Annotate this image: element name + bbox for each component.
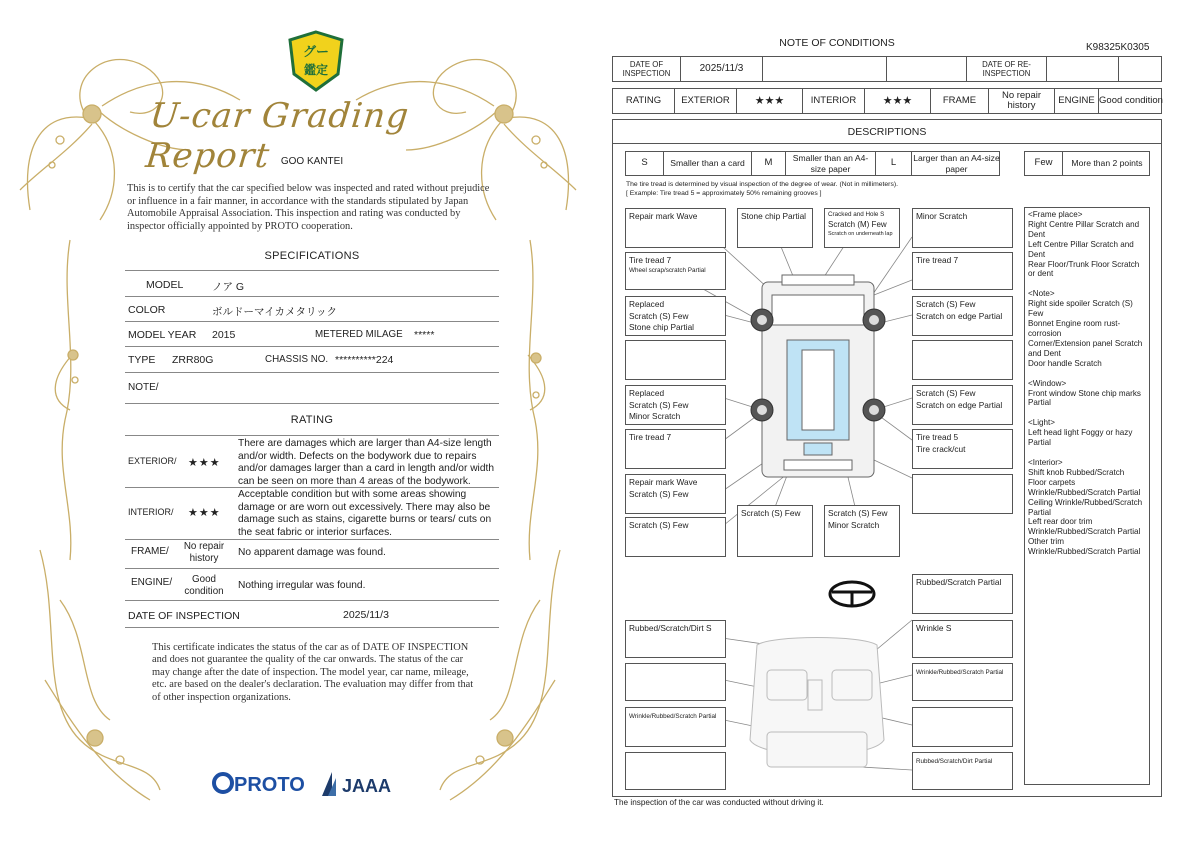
legend-few-desc: More than 2 points bbox=[1071, 158, 1143, 169]
note-rear-floor: Rubbed/Scratch/Dirt Partial bbox=[912, 752, 1013, 790]
engine-label: ENGINE bbox=[1055, 89, 1099, 113]
note-right-front-fender: Scratch (S) Few Scratch on edge Partial bbox=[912, 296, 1013, 336]
engine-description: Nothing irregular was found. bbox=[238, 580, 366, 591]
model-value: ノア G bbox=[212, 281, 245, 293]
note-left-front-fender: Replaced Scratch (S) Few Stone chip Partial bbox=[625, 296, 726, 336]
rating-row bbox=[612, 88, 1162, 114]
side-note-line: <Interior> bbox=[1028, 458, 1063, 468]
date-label: DATE OF INSPECTION bbox=[613, 57, 681, 81]
side-note-line: Left head light Foggy or hazy Partial bbox=[1028, 428, 1133, 448]
note-ceiling: Rubbed/Scratch/Dirt S bbox=[625, 620, 726, 658]
side-notes-list bbox=[1024, 207, 1150, 785]
interior-description: Acceptable condition but with some areas showing damage or are worn out excessively. There may also be damage such as stains, cigarette burns or tears/ cuts on the seat fabric or interior surfaces. bbox=[238, 489, 492, 538]
legend-l: L bbox=[876, 152, 912, 175]
note-front-right: Minor Scratch bbox=[912, 208, 1013, 248]
svg-text:JAAA: JAAA bbox=[342, 776, 392, 796]
note-front-right-tire: Tire tread 7 bbox=[912, 252, 1013, 290]
side-note-line: Rear Floor/Trunk Floor Scratch or dent bbox=[1028, 259, 1140, 279]
specifications-heading: SPECIFICATIONS bbox=[264, 250, 360, 262]
note-rear-floor-empty bbox=[625, 752, 726, 790]
exterior-description: There are damages which are larger than A4-size length and/or width. Defects on the bodywork due to repairs and/or damages larger than a card in length and/or width can be seen on more than 4 areas of the bodywork. bbox=[238, 438, 494, 487]
model-year-value: 2015 bbox=[212, 329, 236, 341]
note-left-rear-door: Replaced Scratch (S) Few Minor Scratch bbox=[625, 385, 726, 425]
side-note-gap bbox=[1028, 369, 1146, 379]
side-note-line: Shift knob Rubbed/Scratch bbox=[1028, 467, 1125, 477]
note-left-quarter: Repair mark Wave Scratch (S) Few bbox=[625, 474, 726, 514]
legend-m-desc: Smaller than an A4-size paper bbox=[786, 152, 876, 175]
inspection-date-label: DATE OF INSPECTION bbox=[128, 610, 240, 622]
legend-m: M bbox=[752, 152, 786, 175]
model-label: MODEL bbox=[146, 279, 184, 291]
frame-description: No apparent damage was found. bbox=[238, 547, 386, 558]
note-center-console: Wrinkle/Rubbed/Scratch Partial bbox=[912, 663, 1013, 701]
exterior-label: EXTERIOR bbox=[675, 89, 737, 113]
certification-statement: This is to certify that the car specified below was inspected and rated without prejudice or influence in a fair manner, in accordance with the standards stipulated by Japan Automobile Appraisal Association. This inspection and rating was conducted by inspector officially appointed by PROTO cooperation. bbox=[127, 183, 490, 232]
side-note-line: <Light> bbox=[1028, 418, 1056, 428]
side-note-line: <Frame place> bbox=[1028, 210, 1083, 219]
note-rear-left: Scratch (S) Few bbox=[625, 517, 726, 557]
frame-value: No repair history bbox=[989, 89, 1055, 113]
note-front-center: Cracked and Hole S Scratch (M) Few Scratch on underneath lap bbox=[824, 208, 900, 248]
engine-label: ENGINE/ bbox=[131, 577, 173, 588]
frame-value: No repair history bbox=[183, 541, 225, 564]
exterior-stars: ★★★ bbox=[188, 457, 221, 469]
conditions-title: NOTE OF CONDITIONS bbox=[779, 37, 895, 49]
report-subtitle: GOO KANTEI bbox=[280, 156, 344, 167]
side-note-gap bbox=[1028, 279, 1146, 289]
note-right-front-seat: Wrinkle S bbox=[912, 620, 1013, 658]
reference-number: K98325K0305 bbox=[1086, 42, 1150, 53]
side-note-line: Ceiling Wrinkle/Rubbed/Scratch Partial bbox=[1028, 497, 1143, 517]
side-note-line: Other trim Wrinkle/Rubbed/Scratch Partial bbox=[1028, 537, 1141, 557]
frame-label: FRAME bbox=[931, 89, 989, 113]
note-front-left-bumper: Repair mark Wave bbox=[625, 208, 726, 248]
legend-s-desc: Smaller than a card bbox=[664, 152, 752, 175]
note-left-front-seat-empty bbox=[625, 663, 726, 701]
interior-label: INTERIOR bbox=[803, 89, 865, 113]
certificate-disclaimer: This certificate indicates the status of the car as of DATE OF INSPECTION and does not guarantee the quality of the car onwards. The status of the car may change after the date of inspection. The model year, car name, mileage, etc. are based on the dealer's declaration. The evaluation may differ from that of other inspection organizations. bbox=[152, 642, 474, 703]
exterior-stars: ★★★ bbox=[737, 89, 803, 113]
legend-few: Few bbox=[1025, 152, 1063, 175]
svg-text:鑑定: 鑑定 bbox=[303, 63, 329, 77]
note-right-door-empty bbox=[912, 340, 1013, 380]
rating-heading: RATING bbox=[290, 414, 334, 426]
mileage-value: ***** bbox=[414, 329, 435, 341]
side-note-line: Right Centre Pillar Scratch and Dent bbox=[1028, 219, 1140, 239]
note-right-rear-empty bbox=[912, 707, 1013, 747]
note-rear-gate: Scratch (S) Few Minor Scratch bbox=[824, 505, 900, 557]
frame-label: FRAME/ bbox=[131, 546, 169, 557]
note-left-rear-trim: Wrinkle/Rubbed/Scratch Partial bbox=[625, 707, 726, 747]
note-right-rear-door: Scratch (S) Few Scratch on edge Partial bbox=[912, 385, 1013, 425]
note-label: NOTE/ bbox=[128, 382, 159, 393]
type-label: TYPE bbox=[128, 354, 156, 366]
steering-wheel-icon bbox=[830, 582, 874, 606]
svg-text:グー: グー bbox=[302, 44, 330, 59]
interior-label: INTERIOR/ bbox=[128, 507, 174, 517]
model-year-label: MODEL YEAR bbox=[128, 329, 197, 341]
inspection-date-value: 2025/11/3 bbox=[343, 609, 389, 621]
note-rear-bumper: Scratch (S) Few bbox=[737, 505, 813, 557]
mileage-label: METERED MILAGE bbox=[315, 329, 403, 340]
note-rear-right-tire: Tire tread 5 Tire crack/cut bbox=[912, 429, 1013, 469]
size-legend bbox=[625, 151, 1000, 176]
side-note-line: Left rear door trim Wrinkle/Rubbed/Scratch Partial bbox=[1028, 517, 1141, 537]
goo-kantei-badge bbox=[288, 30, 344, 92]
engine-value: Good condition bbox=[1099, 94, 1163, 106]
svg-text:PROTO: PROTO bbox=[234, 774, 305, 796]
note-left-door-empty bbox=[625, 340, 726, 380]
date-value: 2025/11/3 bbox=[681, 57, 763, 81]
color-value: ボルドーマイカメタリック bbox=[212, 306, 338, 318]
reinspection-label: DATE OF RE-INSPECTION bbox=[967, 57, 1047, 81]
legend-l-desc: Larger than an A4-size paper bbox=[913, 153, 1000, 174]
side-note-line: Corner/Extension panel Scratch and Dent bbox=[1028, 338, 1143, 358]
exterior-label: EXTERIOR/ bbox=[128, 456, 177, 466]
note-front-left-tire: Tire tread 7 Wheel scrap/scratch Partial bbox=[625, 252, 726, 290]
chassis-value: **********224 bbox=[335, 354, 394, 366]
interior-stars: ★★★ bbox=[188, 507, 221, 519]
interior-stars: ★★★ bbox=[865, 89, 931, 113]
proto-logo bbox=[212, 770, 312, 798]
rating-label: RATING bbox=[613, 89, 675, 113]
note-rear-left-tire: Tire tread 7 bbox=[625, 429, 726, 469]
few-legend bbox=[1024, 151, 1150, 176]
engine-value: Good condition bbox=[184, 574, 224, 597]
chassis-label: CHASSIS NO. bbox=[265, 354, 329, 365]
side-note-line: Front window Stone chip marks Partial bbox=[1028, 388, 1141, 408]
interior-diagram bbox=[750, 638, 884, 768]
legend-s: S bbox=[626, 152, 664, 175]
side-note-gap bbox=[1028, 408, 1146, 418]
side-note-line: Floor carpets Wrinkle/Rubbed/Scratch Partial bbox=[1028, 477, 1141, 497]
side-note-line: Right side spoiler Scratch (S) Few bbox=[1028, 299, 1133, 319]
type-value: ZRR80G bbox=[172, 354, 214, 366]
side-note-line: <Window> bbox=[1028, 378, 1067, 388]
inspection-date-row bbox=[612, 56, 1162, 82]
tire-note: The tire tread is determined by visual inspection of the degree of wear. (Not in millimeters). [ Example: Tire tread 5 = approximately 50% remaining grooves ] bbox=[626, 181, 898, 197]
side-note-line: <Note> bbox=[1028, 289, 1055, 299]
side-note-line: Left Centre Pillar Scratch and Dent bbox=[1028, 239, 1134, 259]
note-front-bumper: Stone chip Partial bbox=[737, 208, 813, 248]
jaaa-logo bbox=[318, 770, 398, 798]
report-title: U-car Grading Report bbox=[143, 96, 412, 176]
inspection-footer-note: The inspection of the car was conducted without driving it. bbox=[614, 798, 824, 807]
note-steering: Rubbed/Scratch Partial bbox=[912, 574, 1013, 614]
side-note-gap bbox=[1028, 448, 1146, 458]
side-note-line: Bonnet Engine room rust-corrosion bbox=[1028, 319, 1121, 338]
color-label: COLOR bbox=[128, 304, 166, 316]
note-right-quarter-empty bbox=[912, 474, 1013, 514]
side-note-line: Door handle Scratch bbox=[1028, 358, 1102, 368]
descriptions-heading: DESCRIPTIONS bbox=[612, 120, 1162, 144]
